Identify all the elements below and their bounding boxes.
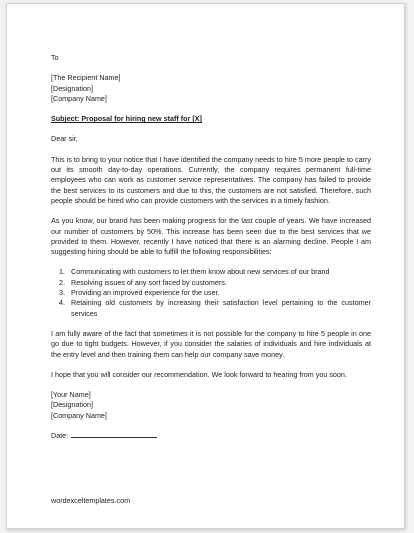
to-label: To: [51, 53, 59, 62]
list-item: 1. Communicating with customers to let them know about new services of our brand: [67, 267, 371, 277]
sender-designation: [Designation]: [51, 400, 93, 410]
paragraph-budget: I am fully aware of the fact that sometimes it is not possible for the company to hire 5 people in one go due to tight budgets. However, if you consider the salaries of individuals and hire individuals at the entry level and then training them can help our company save money.: [51, 328, 371, 359]
paragraph-intro: This is to bring to your notice that I have identified the company needs to hire 5 more people to carry out its smooth day-to-day operations. Currently, the company requires permanent full-time employees who can work as customer service representatives. The company has failed to provide the best services to its customers and due to this, the customers are not satisfied. Therefore, such people should be hired who can provide customers with the services in a timely fashion.: [51, 154, 371, 205]
recipient-name: [The Recipient Name]: [51, 73, 121, 83]
document-page: [6, 3, 405, 529]
date-blank: [71, 431, 157, 438]
paragraph-closing: I hope that you will consider our recommendation. We look forward to hearing from you soon.: [51, 369, 347, 379]
date-line: [51, 431, 371, 441]
list-item: 3. Providing an improved experience for the user.: [67, 288, 371, 298]
date-label: Date:: [51, 431, 69, 441]
signature-block: [51, 390, 371, 421]
recipient-designation: [Designation]: [51, 83, 93, 93]
sender-name: [Your Name]: [51, 390, 91, 400]
list-item: 2. Resolving issues of any sort faced by customers.: [67, 278, 371, 288]
responsibilities-list: [51, 267, 371, 318]
footer-site: wordexceltemplates.com: [51, 496, 131, 505]
salutation: Dear sir,: [51, 134, 78, 144]
list-item: 4. Retaining old customers by increasing their satisfaction level pertaining to the customer services: [67, 298, 371, 319]
letter-body: [51, 53, 371, 441]
recipient-company: [Company Name]: [51, 93, 107, 103]
recipient-address: [51, 73, 371, 104]
subject-line: Subject: Proposal for hiring new staff for [X]: [51, 114, 202, 124]
sender-company: [Company Name]: [51, 410, 107, 420]
paragraph-progress: As you know, our brand has been making progress for the last couple of years. We have increased our number of customers by 50%. This increase has been seen due to the best services that we provided to them. However, recently I have noticed that there is an alarming decline. People I am suggesting hiring should be able to fulfill the following responsibilities:: [51, 216, 371, 257]
